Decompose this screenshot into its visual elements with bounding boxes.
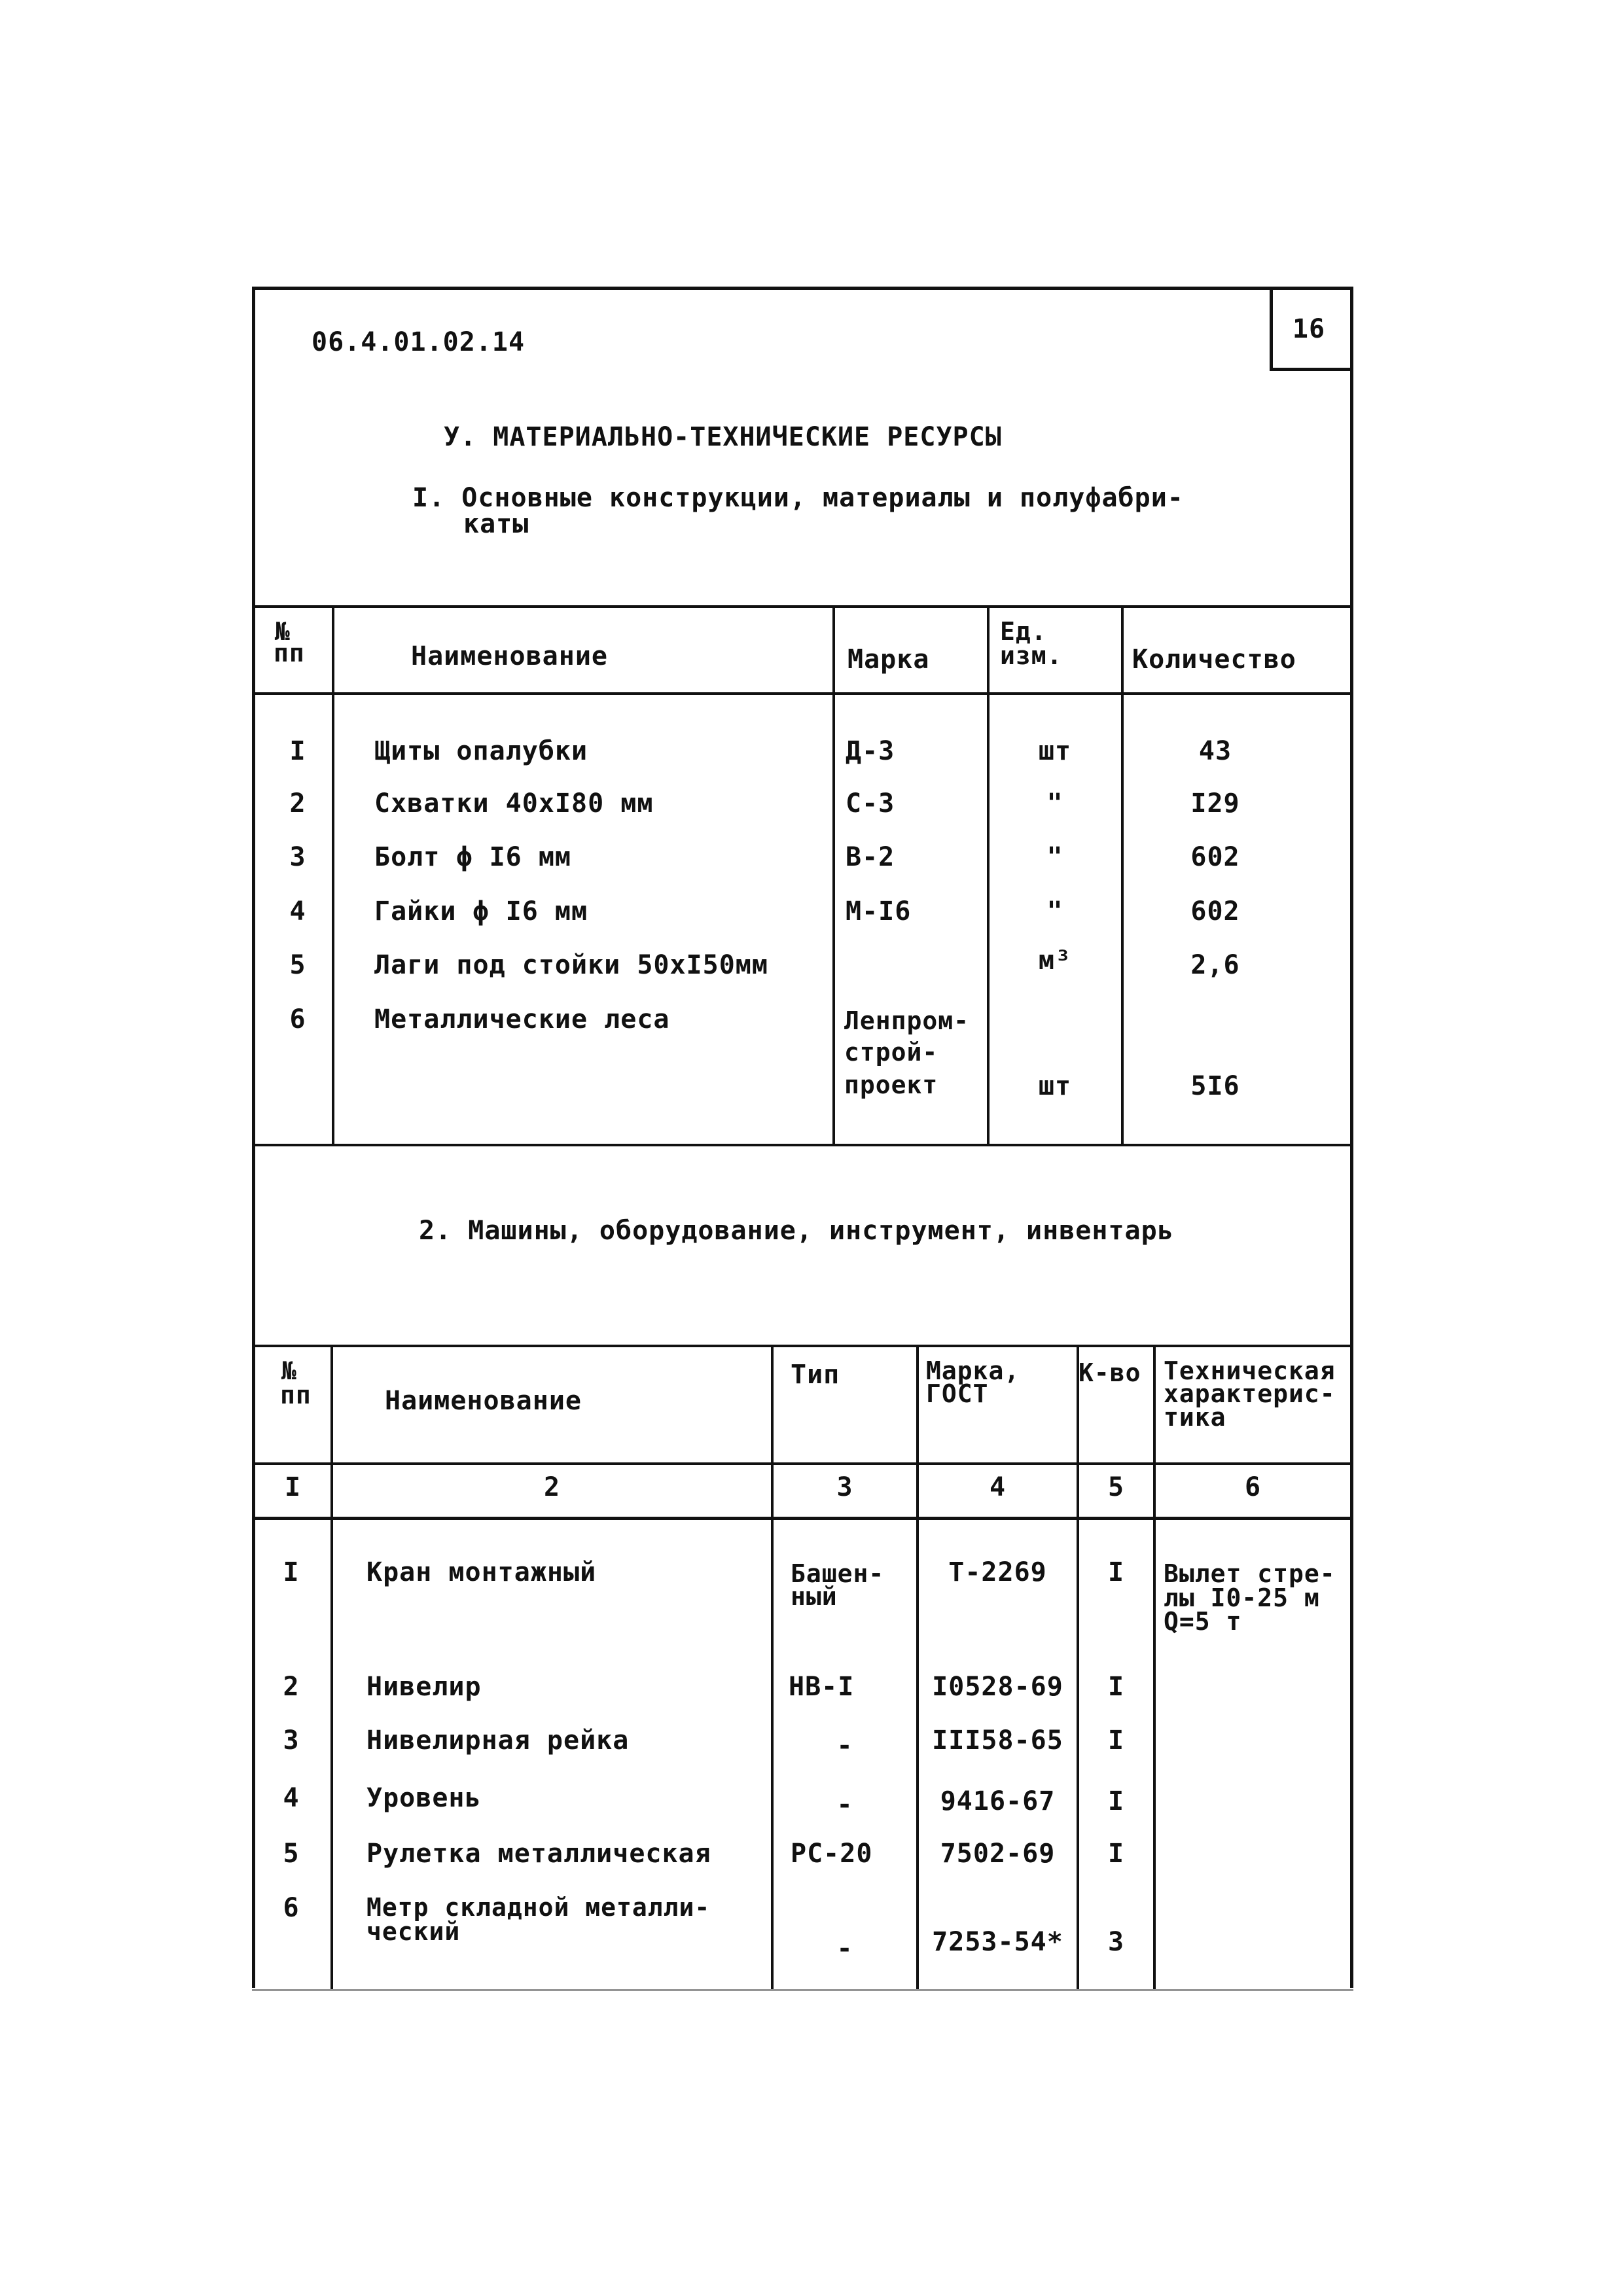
section-title: У. МАТЕРИАЛЬНО-ТЕХНИЧЕСКИЕ РЕСУРСЫ [444, 422, 1002, 452]
table2-colnum: 3 [836, 1472, 853, 1502]
row-unit: " [1046, 842, 1063, 872]
table2-col-sep-1 [330, 1345, 333, 1989]
row-unit: " [1046, 896, 1063, 927]
row-qty: I [1107, 1786, 1125, 1816]
subsection1-title-line2: каты [463, 509, 529, 539]
page-number: 16 [1292, 314, 1326, 344]
row-mark: I0528-69 [932, 1672, 1063, 1702]
table1-top-border [252, 605, 1353, 608]
table2-header-tech-line3: тика [1164, 1403, 1226, 1432]
row-num: 6 [289, 1004, 306, 1034]
row-mark: 9416-67 [940, 1786, 1056, 1816]
row-mark: С-3 [846, 788, 895, 819]
row-type: - [836, 1934, 853, 1964]
subsection2-title: 2. Машины, оборудование, инструмент, инвентарь [419, 1216, 1174, 1246]
row-qty: 2,6 [1190, 950, 1240, 980]
row-qty: 602 [1190, 896, 1240, 927]
frame-top [252, 287, 1353, 290]
row-qty: I [1107, 1839, 1125, 1869]
table2-header-num-line2: пп [280, 1381, 312, 1409]
table2-header-num-line1: № [281, 1356, 297, 1385]
row-mark-line1: Ленпром- [844, 1006, 970, 1035]
row-qty: I [1107, 1672, 1125, 1702]
row-num: 3 [283, 1725, 300, 1756]
table1-col-sep-3 [987, 605, 990, 1145]
row-name-line2: ческий [366, 1917, 461, 1946]
row-num: 4 [289, 896, 306, 927]
table1-header-unit-line1: Ед. [1000, 617, 1047, 646]
row-mark: Д-3 [846, 736, 895, 766]
row-name-line1: Метр складной металли- [366, 1893, 711, 1922]
table2-colnum: 5 [1107, 1472, 1125, 1502]
row-mark: III58-65 [932, 1725, 1063, 1756]
row-qty: I [1107, 1557, 1125, 1587]
frame-right [1350, 287, 1353, 1988]
table2-header-tech-line1: Техническая [1164, 1356, 1336, 1385]
table2-col-sep-4 [1077, 1345, 1079, 1989]
row-name: Щиты опалубки [374, 736, 588, 766]
table1-header-qty: Количество [1132, 645, 1296, 675]
table2-header-qty: К-во [1079, 1358, 1141, 1387]
row-name: Болт ϕ I6 мм [374, 842, 571, 872]
table2-header-name: Наименование [385, 1386, 582, 1416]
table2-header-mark-line2: ГОСТ [926, 1379, 989, 1408]
row-name: Схватки 40хI80 мм [374, 788, 654, 819]
row-tech-line3: Q=5 т [1164, 1607, 1242, 1636]
table2-colnum-border [252, 1517, 1353, 1520]
row-type: РС-20 [791, 1839, 873, 1869]
row-mark: В-2 [846, 842, 895, 872]
table1-col-sep-1 [332, 605, 334, 1145]
row-mark-line3: проект [844, 1070, 938, 1099]
row-num: 6 [283, 1893, 300, 1923]
row-unit: шт [1038, 736, 1072, 766]
table1-bottom-border [252, 1144, 1353, 1146]
row-qty: 5I6 [1190, 1071, 1240, 1101]
row-unit: " [1046, 788, 1063, 819]
row-qty: I29 [1190, 788, 1240, 819]
row-unit: шт [1038, 1071, 1072, 1101]
row-type: НВ-I [789, 1672, 855, 1702]
table2-header-tech-line2: характерис- [1164, 1379, 1336, 1408]
table2-col-sep-2 [771, 1345, 774, 1989]
subsection1-title-line1: I. Основные конструкции, материалы и полуфабри- [412, 483, 1184, 513]
row-name: Кран монтажный [366, 1557, 597, 1587]
row-num: 4 [283, 1783, 300, 1813]
row-num: 2 [283, 1672, 300, 1702]
row-name: Рулетка металлическая [366, 1839, 711, 1869]
table2-colnum: 4 [989, 1472, 1007, 1502]
table1-header-name: Наименование [411, 641, 608, 671]
row-num: 5 [283, 1839, 300, 1869]
row-type: - [836, 1731, 853, 1761]
row-name: Металлические леса [374, 1004, 670, 1034]
table1-header-unit-line2: изм. [1000, 641, 1063, 670]
row-type-line2: ный [791, 1582, 838, 1611]
row-tech-line2: лы I0-25 м [1164, 1583, 1320, 1612]
row-mark-line2: строй- [844, 1038, 938, 1067]
row-type: - [836, 1790, 853, 1820]
row-mark: Т-2269 [948, 1557, 1047, 1587]
table1-header-num-line2: пп [274, 639, 305, 667]
row-mark: М-I6 [846, 896, 912, 927]
row-type-line1: Башен- [791, 1559, 885, 1588]
table2-header-mark-line1: Марка, [926, 1356, 1020, 1385]
table2-header-border [252, 1462, 1353, 1465]
table2-top-border [252, 1345, 1353, 1347]
doc-code: 06.4.01.02.14 [312, 327, 526, 357]
row-qty: 3 [1107, 1927, 1125, 1957]
table1-col-sep-4 [1121, 605, 1124, 1145]
row-name: Нивелир [366, 1672, 482, 1702]
table2-col-sep-3 [916, 1345, 919, 1989]
frame-left [252, 287, 255, 1988]
table2-colnum: 2 [543, 1472, 561, 1502]
row-num: I [283, 1557, 300, 1587]
row-qty: 602 [1190, 842, 1240, 872]
row-name: Нивелирная рейка [366, 1725, 630, 1756]
row-mark: 7253-54* [932, 1927, 1063, 1957]
row-num: 2 [289, 788, 306, 819]
row-num: 3 [289, 842, 306, 872]
table2-col-sep-5 [1153, 1345, 1156, 1989]
row-num: I [289, 736, 306, 766]
table2-colnum: 6 [1244, 1472, 1262, 1502]
row-num: 5 [289, 950, 306, 980]
row-qty: I [1107, 1725, 1125, 1756]
row-name: Лаги под стойки 50хI50мм [374, 950, 768, 980]
row-name: Гайки ϕ I6 мм [374, 896, 588, 927]
row-unit: м³ [1038, 945, 1072, 976]
row-qty: 43 [1198, 736, 1232, 766]
row-name: Уровень [366, 1783, 482, 1813]
table1-header-border [252, 692, 1353, 695]
row-tech-line1: Вылет стре- [1164, 1559, 1336, 1588]
table2-colnum: I [284, 1472, 302, 1502]
frame-bottom [252, 1989, 1353, 1991]
row-mark: 7502-69 [940, 1839, 1056, 1869]
table2-header-type: Тип [791, 1360, 840, 1390]
table1-header-num-line1: № [275, 617, 291, 646]
table1-col-sep-2 [832, 605, 835, 1145]
table1-header-mark: Марка [847, 645, 930, 675]
